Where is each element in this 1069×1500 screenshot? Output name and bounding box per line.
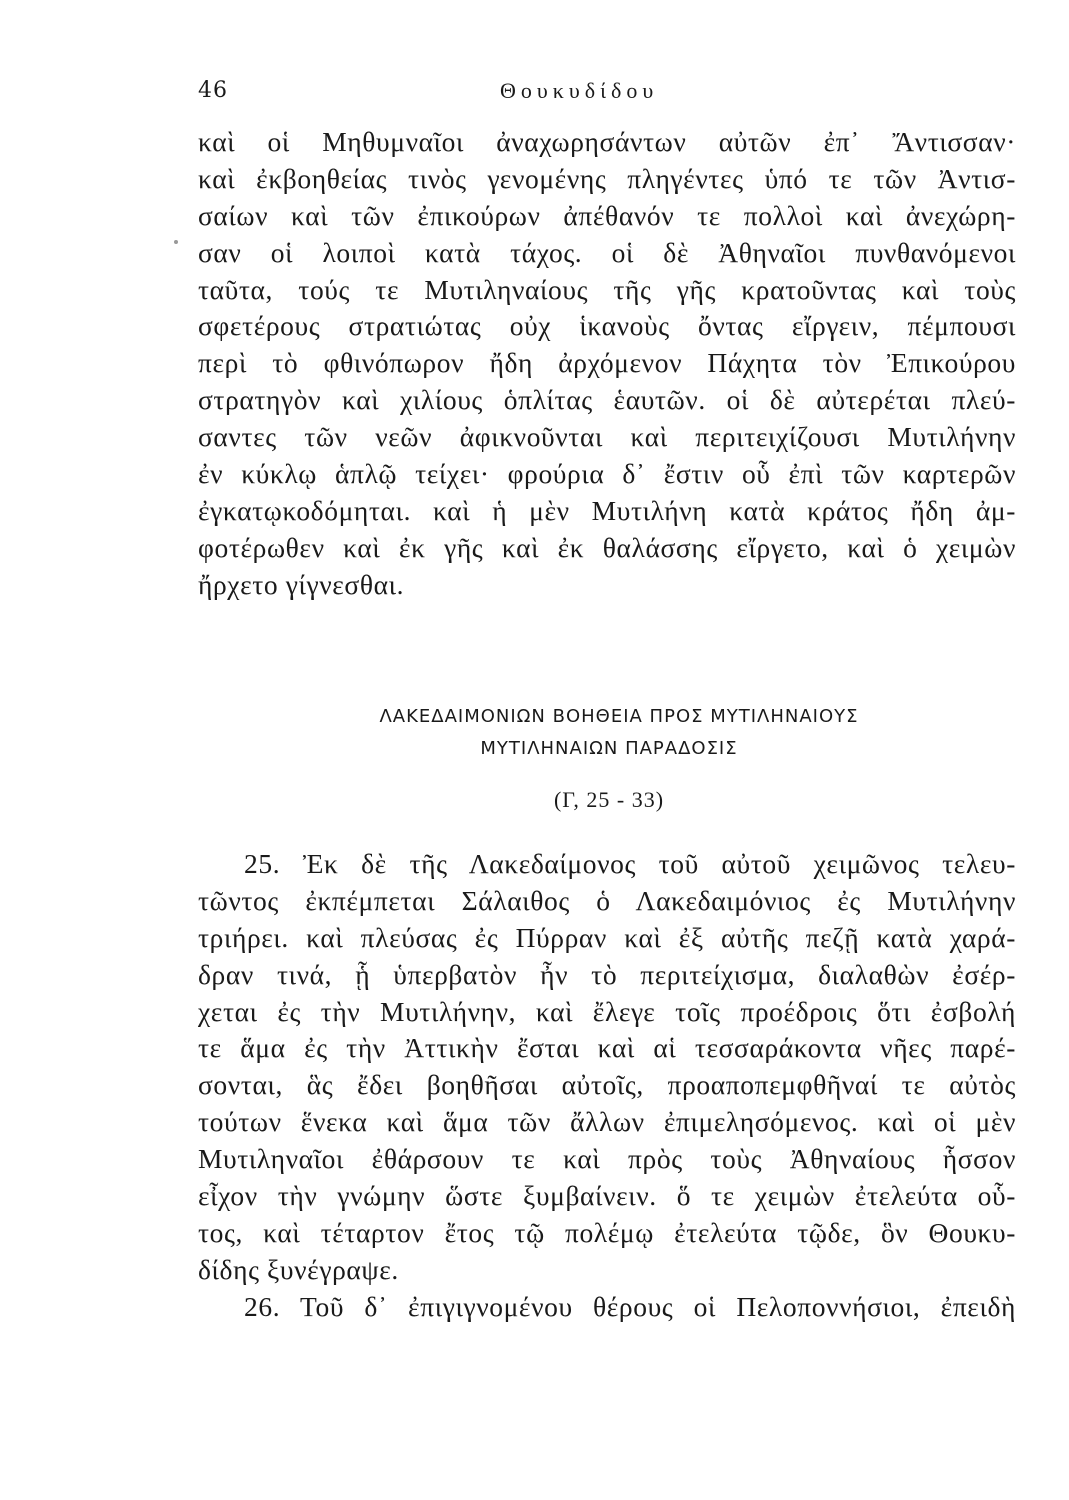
- text-line: σαίων καὶ τῶν ἐπικούρων ἀπέθανόν τε πολλοὶ καὶ ἀνεχώρη-: [198, 199, 1016, 231]
- text-line: εἶχον τὴν γνώμην ὥστε ξυμβαίνειν. ὅ τε χειμὼν ἐτελεύτα οὗ-: [198, 1180, 1016, 1212]
- text-line: σαν οἱ λοιποὶ κατὰ τάχος. οἱ δὲ Ἀθηναῖοι πυνθανόμενοι: [198, 236, 1016, 268]
- text-line: σονται, ἃς ἔδει βοηθῆσαι αὐτοῖς, προαποπεμφθῆναί τε αὐτὸς: [198, 1069, 1016, 1101]
- text-line: ἤρχετο γίγνεσθαι.: [198, 568, 405, 600]
- text-line: τος, καὶ τέταρτον ἔτος τῷ πολέμῳ ἐτελεύτα τῷδε, ὃν Θουκυ-: [198, 1216, 1016, 1248]
- text-line: ταῦτα, τούς τε Μυτιληναίους τῆς γῆς κρατοῦντας καὶ τοὺς: [198, 273, 1016, 305]
- section-range: (Γ, 25 - 33): [553, 787, 665, 812]
- text-line: τε ἅμα ἐς τὴν Ἀττικὴν ἔσται καὶ αἱ τεσσαράκοντα νῆες παρέ-: [198, 1032, 1016, 1064]
- text-line: σφετέρους στρατιώτας οὐχ ἱκανοὺς ὄντας εἴργειν, πέμπουσι: [198, 310, 1016, 342]
- text-line: ἐγκατῳκοδόμηται. καὶ ἡ μὲν Μυτιλήνη κατὰ κράτος ἤδη ἀμ-: [198, 494, 1016, 526]
- page-number: 46: [198, 78, 228, 103]
- text-line: δίδης ξυνέγραψε.: [198, 1253, 399, 1285]
- text-line: 26. Τοῦ δ᾿ ἐπιγιγνομένου θέρους οἱ Πελοποννήσιοι, ἐπειδὴ: [244, 1290, 1016, 1322]
- text-line: τῶντος ἐκπέμπεται Σάλαιθος ὁ Λακεδαιμόνιος ἐς Μυτιλήνην: [198, 884, 1016, 916]
- text-line: καὶ ἐκβοηθείας τινὸς γενομένης πληγέντες ὑπό τε τῶν Ἀντισ-: [198, 162, 1016, 194]
- section-heading: ΛΑΚΕΔΑΙΜΟΝΙΩΝ ΒΟΗΘΕΙΑ ΠΡΟΣ ΜΥΤΙΛΗΝΑΙΟΥΣ: [379, 706, 859, 727]
- text-line: σαντες τῶν νεῶν ἀφικνοῦνται καὶ περιτειχίζουσι Μυτιλήνην: [198, 421, 1016, 453]
- text-line: 25. Ἐκ δὲ τῆς Λακεδαίμονος τοῦ αὐτοῦ χειμῶνος τελευ-: [244, 848, 1016, 879]
- scan-speck: [174, 240, 178, 244]
- paragraph-continuation: [198, 124, 1016, 604]
- text-line: χεται ἐς τὴν Μυτιλήνην, καὶ ἔλεγε τοῖς προέδροις ὅτι ἐσβολή: [198, 995, 1016, 1027]
- running-title: Θουκυδίδου: [500, 78, 659, 103]
- text-line: τριήρει. καὶ πλεύσας ἐς Πύρραν καὶ ἐξ αὐτῆς πεζῇ κατὰ χαρά-: [198, 921, 1016, 953]
- text-line: τούτων ἕνεκα καὶ ἅμα τῶν ἄλλων ἐπιμελησόμενος. καὶ οἱ μὲν: [198, 1106, 1016, 1138]
- text-line: φοτέρωθεν καὶ ἐκ γῆς καὶ ἐκ θαλάσσης εἴργετο, καὶ ὁ χειμὼν: [198, 531, 1016, 563]
- text-line: ἐν κύκλῳ ἁπλῷ τείχει· φρούρια δ᾿ ἔστιν οὗ ἐπὶ τῶν καρτερῶν: [198, 458, 1016, 490]
- text-line: καὶ οἱ Μηθυμναῖοι ἀναχωρησάντων αὐτῶν ἐπ᾿ Ἄντισσαν·: [198, 126, 1016, 157]
- text-line: Μυτιληναῖοι ἐθάρσουν τε καὶ πρὸς τοὺς Ἀθηναίους ἧσσον: [198, 1143, 1016, 1175]
- section-subheading: ΜΥΤΙΛΗΝΑΙΩΝ ΠΑΡΑΔΟΣΙΣ: [480, 738, 738, 759]
- text-line: δραν τινά, ᾗ ὑπερβατὸν ἦν τὸ περιτείχισμα, διαλαθὼν ἐσέρ-: [198, 958, 1016, 990]
- paragraph-25: [198, 846, 1016, 1326]
- text-line: στρατηγὸν καὶ χιλίους ὁπλίτας ἑαυτῶν. οἱ δὲ αὐτερέται πλεύ-: [198, 384, 1016, 416]
- text-line: περὶ τὸ φθινόπωρον ἤδη ἀρχόμενον Πάχητα τὸν Ἐπικούρου: [198, 347, 1016, 379]
